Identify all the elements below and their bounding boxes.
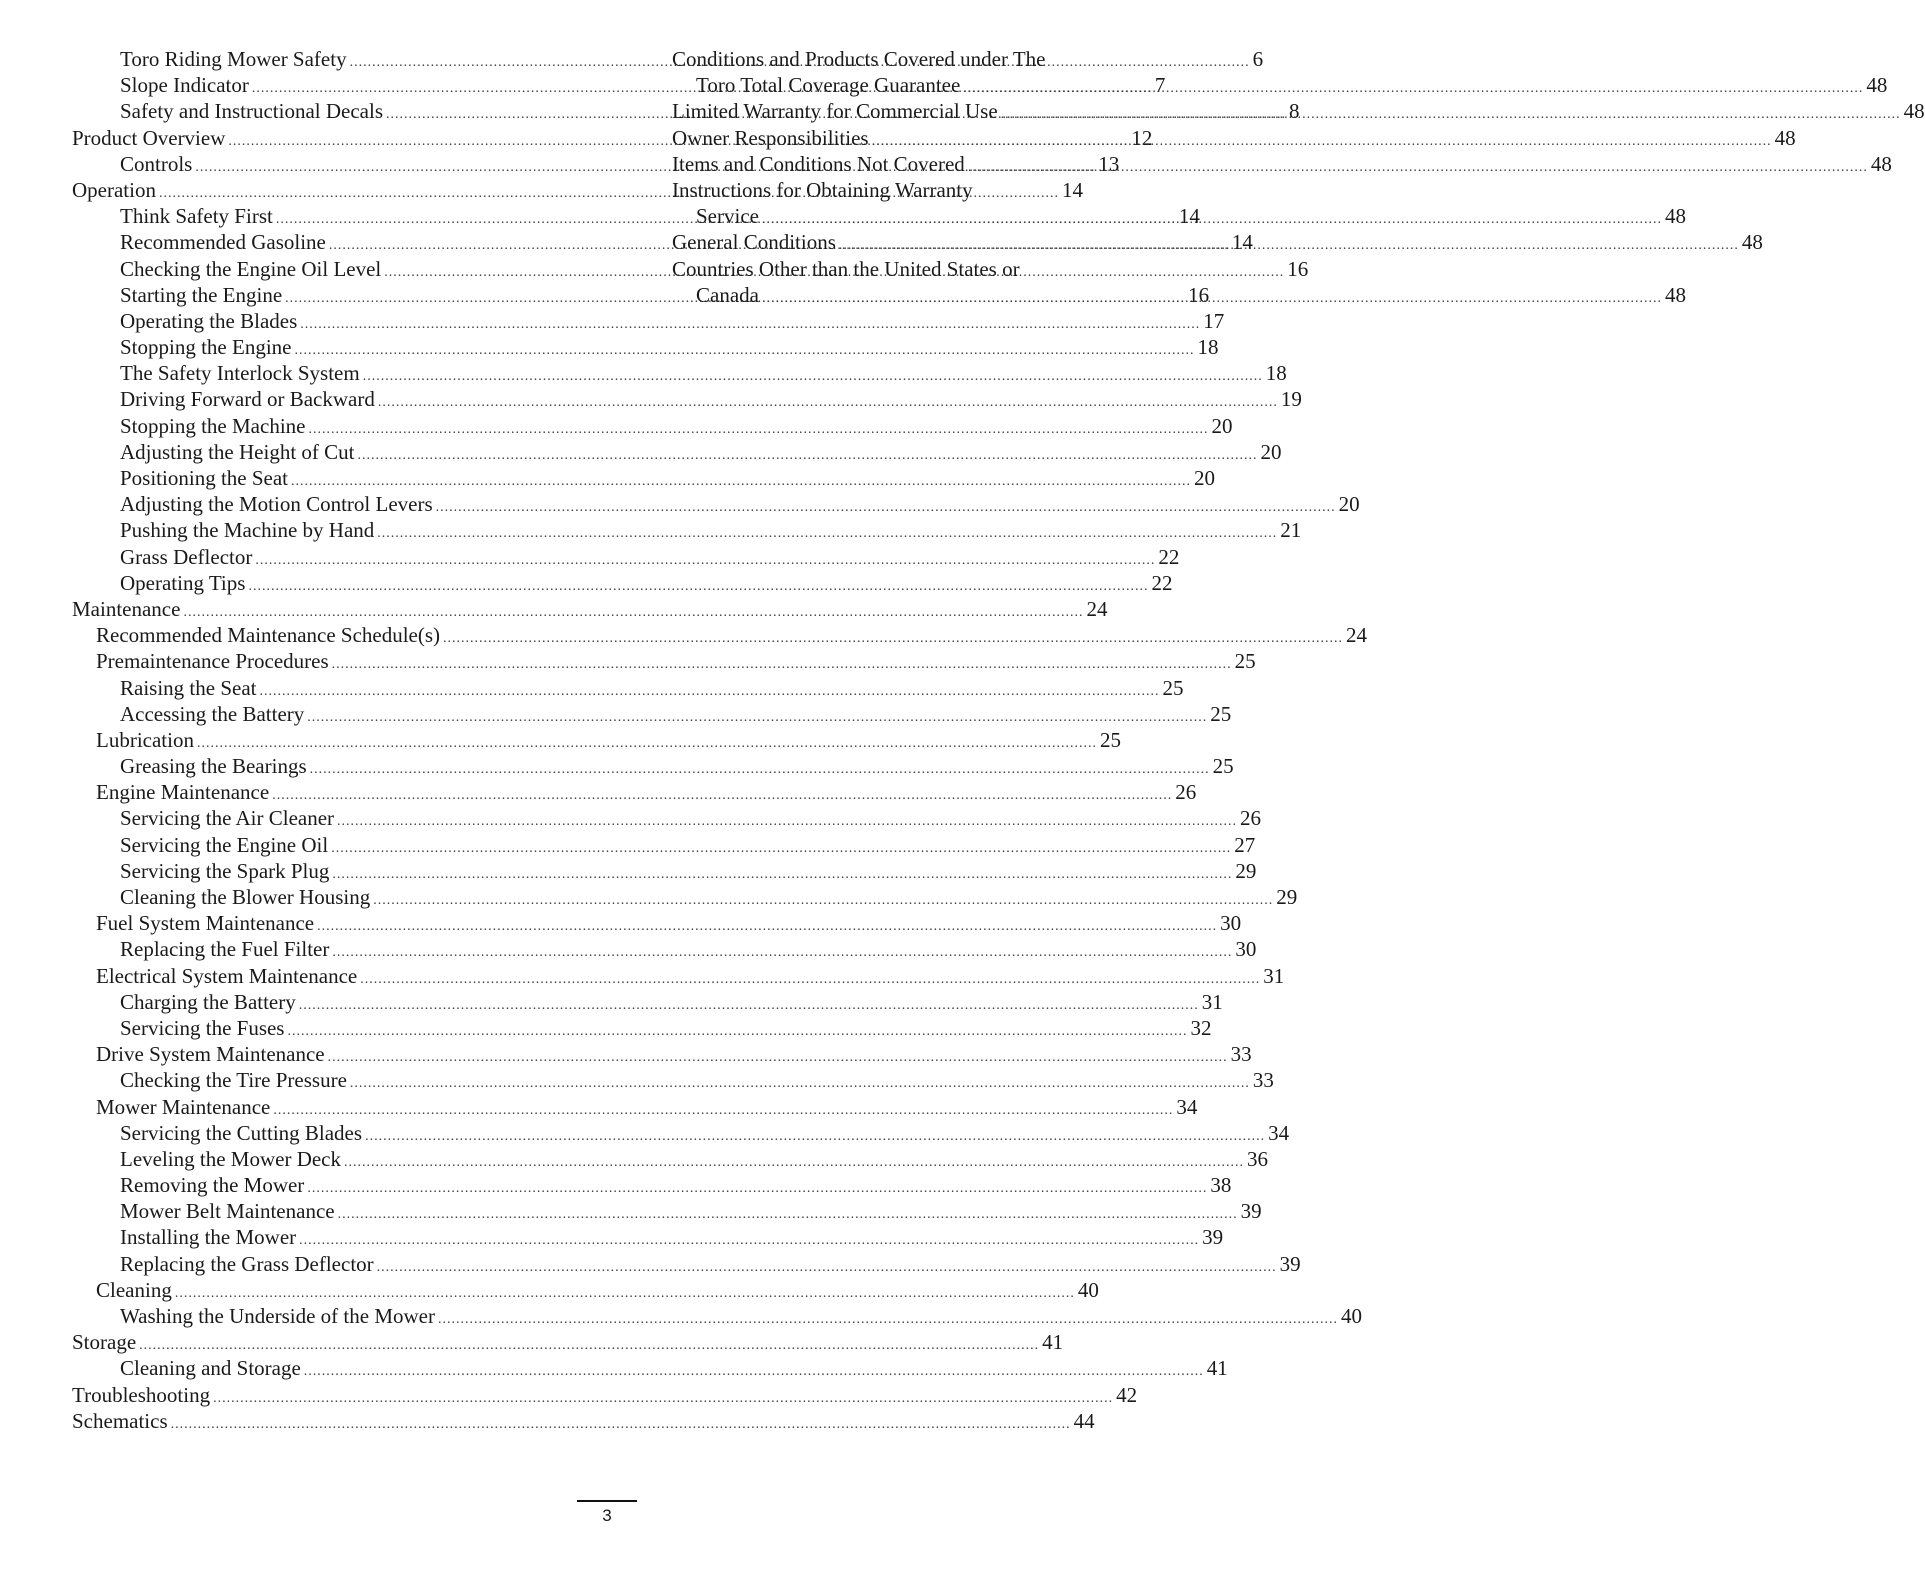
toc-entry[interactable] bbox=[72, 1408, 1095, 1434]
dot-leader bbox=[308, 417, 1208, 443]
toc-entry[interactable] bbox=[72, 1251, 1301, 1277]
toc-entry-page: 20 bbox=[1338, 492, 1360, 517]
toc-entry-page: 41 bbox=[1206, 1356, 1228, 1381]
page-number: 3 bbox=[602, 1506, 612, 1525]
toc-entry-page: 14 bbox=[1231, 230, 1253, 255]
toc-entry-title: Removing the Mower bbox=[120, 1173, 305, 1198]
toc-entry-title: Fuel System Maintenance bbox=[96, 911, 315, 936]
dot-leader bbox=[272, 783, 1172, 809]
toc-entry-title: Replacing the Grass Deflector bbox=[120, 1251, 374, 1276]
footer-rule bbox=[577, 1500, 637, 1502]
toc-entry-page: 39 bbox=[1279, 1251, 1301, 1276]
toc-entry-title: Charging the Battery bbox=[120, 989, 296, 1014]
toc-entry-title: Driving Forward or Backward bbox=[120, 387, 375, 412]
toc-entry-page: 42 bbox=[1116, 1382, 1138, 1407]
toc-entry[interactable] bbox=[672, 46, 1142, 72]
toc-entry[interactable] bbox=[72, 334, 1219, 360]
dot-leader bbox=[872, 129, 1772, 155]
toc-entry[interactable] bbox=[72, 1041, 1252, 1067]
toc-entry-title: Stopping the Engine bbox=[120, 335, 292, 360]
toc-entry-page: 48 bbox=[1866, 73, 1888, 98]
dot-leader bbox=[365, 1124, 1265, 1150]
toc-entry-title: Toro Total Coverage Guarantee bbox=[696, 73, 961, 98]
toc-entry-page: 17 bbox=[1203, 308, 1225, 333]
toc-entry-page: 48 bbox=[1774, 125, 1796, 150]
toc-entry-page: 33 bbox=[1230, 1042, 1252, 1067]
toc-entry[interactable] bbox=[72, 596, 1108, 622]
dot-leader bbox=[213, 1386, 1113, 1412]
toc-entry-title: Washing the Underside of the Mower bbox=[120, 1304, 435, 1328]
toc-entry[interactable] bbox=[72, 1198, 1262, 1224]
toc-entry-title: Troubleshooting bbox=[72, 1382, 211, 1407]
toc-entry-title: Leveling the Mower Deck bbox=[120, 1146, 342, 1171]
toc-entry-title: Servicing the Fuses bbox=[120, 1015, 285, 1040]
dot-leader bbox=[307, 1176, 1207, 1202]
toc-entry-title: Canada bbox=[696, 282, 759, 307]
toc-entry-title: Schematics bbox=[72, 1408, 168, 1433]
dot-leader bbox=[304, 1359, 1204, 1385]
toc-entry-page: 48 bbox=[1903, 99, 1925, 124]
toc-entry-title: Recommended Gasoline bbox=[120, 230, 326, 255]
toc-entry-page: 24 bbox=[1346, 623, 1368, 648]
toc-entry[interactable] bbox=[72, 308, 1225, 334]
toc-entry-title: General Conditions bbox=[672, 230, 836, 255]
toc-entry[interactable] bbox=[72, 570, 1173, 596]
toc-entry[interactable] bbox=[72, 465, 1215, 491]
toc-entry-title: Checking the Engine Oil Level bbox=[120, 256, 382, 281]
toc-entry-title: Premaintenance Procedures bbox=[96, 649, 329, 674]
toc-entry-title: Cleaning and Storage bbox=[120, 1356, 301, 1381]
toc-entry[interactable] bbox=[72, 805, 1262, 831]
dot-leader bbox=[377, 521, 1277, 547]
toc-entry-title: Storage bbox=[72, 1330, 137, 1355]
toc-entry[interactable] bbox=[72, 753, 1234, 779]
toc-entry-page: 21 bbox=[1280, 518, 1302, 543]
toc-entry[interactable] bbox=[72, 1382, 1138, 1408]
dot-leader bbox=[299, 993, 1199, 1019]
dot-leader bbox=[295, 338, 1195, 364]
toc-entry-page: 19 bbox=[1280, 387, 1302, 412]
toc-entry-page: 33 bbox=[1252, 1068, 1274, 1093]
toc-entry-page: 25 bbox=[1234, 649, 1256, 674]
toc-entry-page: 30 bbox=[1235, 937, 1257, 962]
dot-leader bbox=[248, 574, 1148, 600]
toc-entry[interactable] bbox=[72, 413, 1233, 439]
toc-entry-title: Checking the Tire Pressure bbox=[120, 1068, 347, 1093]
toc-entry-title: Items and Conditions Not Covered bbox=[672, 151, 965, 176]
toc-entry[interactable] bbox=[672, 72, 1888, 98]
toc-entry-page: 38 bbox=[1210, 1173, 1232, 1198]
toc-entry-page: 24 bbox=[1086, 596, 1108, 621]
toc-entry-title: Pushing the Machine by Hand bbox=[120, 518, 375, 543]
dot-leader bbox=[332, 862, 1232, 888]
toc-entry-page: 6 bbox=[1252, 47, 1264, 71]
toc-entry-page: 40 bbox=[1077, 1277, 1099, 1302]
toc-entry[interactable] bbox=[72, 386, 1302, 412]
dot-leader bbox=[287, 1019, 1187, 1045]
toc-entry-page: 39 bbox=[1202, 1225, 1224, 1250]
toc-entry-title: Adjusting the Height of Cut bbox=[120, 439, 355, 464]
dot-leader bbox=[762, 207, 1662, 233]
toc-entry-title: Service bbox=[696, 204, 759, 229]
toc-entry-page: 48 bbox=[1741, 230, 1763, 255]
toc-entry-title: Cleaning bbox=[96, 1277, 172, 1302]
toc-entry[interactable] bbox=[72, 544, 1180, 570]
dot-leader bbox=[968, 155, 1868, 181]
dot-leader bbox=[762, 286, 1662, 312]
dot-leader bbox=[363, 364, 1263, 390]
dot-leader bbox=[360, 967, 1260, 993]
toc-entry-title: Think Safety First bbox=[120, 204, 273, 229]
dot-leader bbox=[299, 1228, 1199, 1254]
dot-leader bbox=[300, 312, 1200, 338]
toc-entry-page: 30 bbox=[1220, 911, 1242, 936]
toc-entry-title: Servicing the Cutting Blades bbox=[120, 1120, 363, 1145]
toc-entry-title: Operation bbox=[72, 177, 156, 202]
toc-entry-page: 22 bbox=[1151, 570, 1173, 595]
toc-entry-title: Mower Belt Maintenance bbox=[120, 1199, 335, 1224]
toc-entry[interactable] bbox=[72, 439, 1282, 465]
toc-entry-page: 40 bbox=[1340, 1304, 1362, 1328]
toc-entry-page: 12 bbox=[1131, 125, 1153, 150]
toc-entry[interactable] bbox=[72, 1067, 1274, 1093]
toc-entry[interactable] bbox=[72, 1224, 1224, 1250]
toc-entry[interactable] bbox=[72, 1015, 1212, 1041]
toc-entry-page: 22 bbox=[1158, 544, 1180, 569]
toc-entry-title: Electrical System Maintenance bbox=[96, 963, 358, 988]
toc-entry-title: Lubrication bbox=[96, 727, 194, 752]
toc-entry-page: 31 bbox=[1201, 989, 1223, 1014]
dot-leader bbox=[259, 679, 1159, 705]
toc-entry-page: 36 bbox=[1247, 1146, 1269, 1171]
dot-leader bbox=[378, 390, 1278, 416]
toc-entry-title: Operating the Blades bbox=[120, 308, 298, 333]
toc-entry[interactable] bbox=[72, 1277, 1099, 1303]
toc-entry-title: Servicing the Spark Plug bbox=[120, 858, 330, 883]
toc-entry-page: 18 bbox=[1197, 335, 1219, 360]
toc-entry-page: 8 bbox=[1289, 99, 1300, 124]
toc-entry-page: 20 bbox=[1211, 413, 1233, 438]
toc-entry[interactable] bbox=[72, 989, 1223, 1015]
toc-entry-page: 25 bbox=[1210, 701, 1232, 726]
dot-leader bbox=[377, 1255, 1277, 1281]
toc-entry-page: 25 bbox=[1162, 675, 1184, 700]
toc-entry-title: Controls bbox=[120, 151, 193, 176]
toc-entry-title: Raising the Seat bbox=[120, 675, 257, 700]
toc-entry-page: 48 bbox=[1664, 204, 1686, 229]
toc-entry-title: Servicing the Air Cleaner bbox=[120, 806, 335, 831]
toc-entry[interactable] bbox=[72, 648, 1256, 674]
dot-leader bbox=[337, 809, 1237, 835]
toc-entry-page: 44 bbox=[1073, 1408, 1095, 1433]
toc-entry-page: 26 bbox=[1175, 780, 1197, 805]
toc-entry-title: Servicing the Engine Oil bbox=[120, 832, 329, 857]
toc-entry[interactable] bbox=[72, 675, 1184, 701]
dot-leader bbox=[197, 731, 1097, 757]
toc-entry-title: Grass Deflector bbox=[120, 544, 253, 569]
toc-entry-title: Stopping the Machine bbox=[120, 413, 306, 438]
toc-entry-title: Adjusting the Motion Control Levers bbox=[120, 492, 433, 517]
toc-entry-title: Toro Riding Mower Safety bbox=[120, 47, 347, 71]
toc-entry-page: 25 bbox=[1212, 754, 1234, 779]
toc-entry-page: 32 bbox=[1190, 1015, 1212, 1040]
toc-entry[interactable] bbox=[72, 1172, 1232, 1198]
dot-leader bbox=[307, 705, 1207, 731]
dot-leader bbox=[331, 836, 1231, 862]
toc-entry[interactable] bbox=[72, 701, 1232, 727]
toc-entry-title: Slope Indicator bbox=[120, 73, 249, 98]
toc-entry[interactable] bbox=[72, 1094, 1198, 1120]
toc-entry-page: 34 bbox=[1268, 1120, 1290, 1145]
toc-entry[interactable] bbox=[72, 884, 1298, 910]
toc-entry-title: Cleaning the Blower Housing bbox=[120, 885, 371, 909]
dot-leader bbox=[358, 443, 1258, 469]
dot-leader bbox=[255, 548, 1155, 574]
dot-leader bbox=[1001, 102, 1901, 128]
toc-entry[interactable] bbox=[72, 1303, 1362, 1329]
toc-entry-title: Countries Other than the United States or bbox=[672, 256, 1020, 281]
toc-entry[interactable] bbox=[72, 1355, 1228, 1381]
dot-leader bbox=[438, 1307, 1338, 1333]
toc-entry-page: 16 bbox=[1188, 282, 1210, 307]
toc-entry-page: 31 bbox=[1263, 963, 1285, 988]
toc-entry[interactable] bbox=[672, 98, 1925, 124]
toc-entry-title: Replacing the Fuel Filter bbox=[120, 937, 330, 962]
toc-entry[interactable] bbox=[72, 1329, 1064, 1355]
toc-entry-page: 26 bbox=[1240, 806, 1262, 831]
toc-entry[interactable] bbox=[72, 1120, 1290, 1146]
toc-entry-title: Owner Responsibilities bbox=[672, 125, 869, 150]
toc-entry[interactable] bbox=[72, 963, 1285, 989]
toc-entry-page: 29 bbox=[1276, 885, 1298, 909]
dot-leader bbox=[310, 757, 1210, 783]
toc-entry-page: 14 bbox=[1061, 177, 1083, 202]
toc-entry-page: 7 bbox=[1154, 73, 1166, 98]
toc-entry-title: Maintenance bbox=[72, 596, 181, 621]
dot-leader bbox=[436, 495, 1336, 521]
toc-entry[interactable] bbox=[72, 779, 1197, 805]
toc-entry[interactable] bbox=[672, 125, 1796, 151]
toc-entry-title: Accessing the Battery bbox=[120, 701, 305, 726]
toc-entry-page: 41 bbox=[1042, 1330, 1064, 1355]
dot-leader bbox=[443, 626, 1343, 652]
dot-leader bbox=[344, 1150, 1244, 1176]
toc-entry-title: Mower Maintenance bbox=[96, 1094, 271, 1119]
dot-leader bbox=[338, 1202, 1238, 1228]
toc-entry-title: Drive System Maintenance bbox=[96, 1042, 325, 1067]
toc-entry-page: 13 bbox=[1098, 151, 1120, 176]
toc-entry-title: Engine Maintenance bbox=[96, 780, 270, 805]
toc-entry[interactable] bbox=[72, 1146, 1269, 1172]
toc-entry-page: 20 bbox=[1260, 439, 1282, 464]
toc-entry[interactable] bbox=[72, 622, 1368, 648]
toc-entry-page: 39 bbox=[1240, 1199, 1262, 1224]
toc-entry-page: 48 bbox=[1664, 282, 1686, 307]
toc-entry-page: 29 bbox=[1235, 858, 1257, 883]
toc-entry-title: Starting the Engine bbox=[120, 282, 283, 307]
toc-entry[interactable] bbox=[72, 491, 1360, 517]
toc-entry-title: Recommended Maintenance Schedule(s) bbox=[96, 623, 441, 648]
toc-entry-page: 18 bbox=[1265, 361, 1287, 386]
toc-entry[interactable] bbox=[72, 910, 1242, 936]
dot-leader bbox=[963, 76, 1863, 102]
toc-entry-page: 25 bbox=[1099, 727, 1121, 752]
toc-entry-title: Conditions and Products Covered under The bbox=[672, 47, 1046, 71]
toc-entry[interactable] bbox=[72, 832, 1256, 858]
toc-entry-page: 20 bbox=[1194, 466, 1215, 490]
toc-entry[interactable] bbox=[672, 151, 1892, 177]
toc-entry-title: Safety and Instructional Decals bbox=[120, 99, 383, 124]
toc-entry[interactable] bbox=[72, 360, 1287, 386]
toc-entry[interactable] bbox=[72, 517, 1302, 543]
toc-entry-page: 27 bbox=[1234, 832, 1256, 857]
toc-entry-title: Greasing the Bearings bbox=[120, 754, 307, 779]
toc-entry-title: Operating Tips bbox=[120, 570, 246, 595]
toc-entry-page: 48 bbox=[1870, 151, 1892, 176]
dot-leader bbox=[332, 652, 1232, 678]
toc-entry-title: Positioning the Seat bbox=[120, 466, 288, 490]
toc-entry-title: Instructions for Obtaining Warranty bbox=[672, 177, 973, 202]
toc-entry-page: 14 bbox=[1178, 204, 1200, 229]
toc-entry-page: 16 bbox=[1287, 256, 1309, 281]
dot-leader bbox=[332, 940, 1232, 966]
dot-leader bbox=[373, 888, 1273, 914]
toc-entry-page: 34 bbox=[1176, 1094, 1198, 1119]
dot-leader bbox=[350, 1071, 1250, 1097]
toc-entry[interactable] bbox=[72, 727, 1121, 753]
dot-leader bbox=[273, 1098, 1173, 1124]
dot-leader bbox=[328, 1045, 1228, 1071]
toc-entry-title: The Safety Interlock System bbox=[120, 361, 360, 386]
toc-entry-title: Limited Warranty for Commercial Use bbox=[672, 99, 998, 124]
dot-leader bbox=[317, 914, 1217, 940]
dot-leader bbox=[171, 1412, 1071, 1438]
toc-entry-title: Installing the Mower bbox=[120, 1225, 297, 1250]
toc-entry-title: Product Overview bbox=[72, 125, 226, 150]
